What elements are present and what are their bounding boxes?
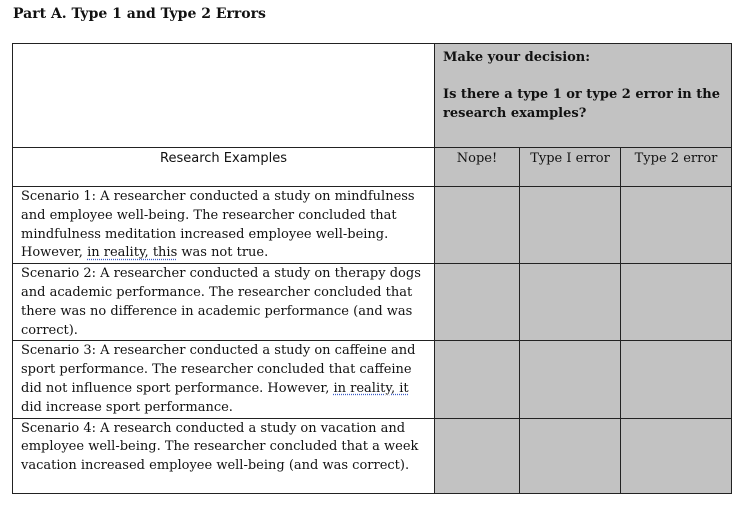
spellcheck-flag: in reality, this <box>87 245 178 261</box>
scenario-2-text-part: Scenario 2: A researcher conducted a study on therapy dogs and academic performance. The researcher concluded that there was no difference in academic performance (and was correct). <box>21 266 421 338</box>
scenario-4-nope-cell[interactable] <box>435 418 520 493</box>
scenario-3-type2-cell[interactable] <box>621 341 732 418</box>
column-header-row <box>13 148 732 187</box>
scenario-1-text-part: Scenario 1: A researcher conducted a study on mindfulness and employee well-being. The researcher concluded that mindfulness meditation increased employee well-being. However, <box>21 189 415 261</box>
error-decision-table <box>12 43 732 494</box>
scenario-1-type1-cell[interactable] <box>520 187 621 264</box>
scenario-row <box>13 264 732 341</box>
blank-header-cell <box>13 44 435 148</box>
spellcheck-flag: in reality, it <box>333 380 409 396</box>
scenario-1-type2-cell[interactable] <box>621 187 732 264</box>
scenario-1-text <box>13 187 435 264</box>
scenario-2-nope-cell[interactable] <box>435 264 520 341</box>
scenario-3-type1-cell[interactable] <box>520 341 621 418</box>
scenario-3-text-end: did increase sport performance. <box>21 399 233 415</box>
scenario-row <box>13 418 732 493</box>
scenario-2-type1-cell[interactable] <box>520 264 621 341</box>
decision-row <box>13 44 732 148</box>
decision-title: Make your decision: <box>443 50 591 65</box>
scenario-3-text-part: Scenario 3: A researcher conducted a study on caffeine and sport performance. The researcher concluded that caffeine did not influence sport performance. However, <box>21 343 416 396</box>
header-type2-error: Type 2 error <box>621 148 732 187</box>
scenario-2-text <box>13 264 435 341</box>
scenario-4-type1-cell[interactable] <box>520 418 621 493</box>
decision-prompt-cell <box>435 44 732 148</box>
decision-question: Is there a type 1 or type 2 error in the research examples? <box>443 87 720 121</box>
page-heading: Part A. Type 1 and Type 2 Errors <box>13 6 266 22</box>
scenario-3-text <box>13 341 435 418</box>
scenario-1-nope-cell[interactable] <box>435 187 520 264</box>
scenario-3-nope-cell[interactable] <box>435 341 520 418</box>
scenario-4-text-part: Scenario 4: A research conducted a study on vacation and employee well-being. The researcher concluded that a week vacation increased employee well-being (and was correct). <box>21 420 419 474</box>
header-nope: Nope! <box>435 148 520 187</box>
header-type1-error: Type I error <box>520 148 621 187</box>
scenario-4-type2-cell[interactable] <box>621 418 732 493</box>
header-research-examples: Research Examples <box>13 148 435 187</box>
scenario-1-text-end: was not true. <box>177 245 269 261</box>
scenario-4-text <box>13 418 435 493</box>
scenario-row <box>13 187 732 264</box>
scenario-row <box>13 341 732 418</box>
scenario-2-type2-cell[interactable] <box>621 264 732 341</box>
